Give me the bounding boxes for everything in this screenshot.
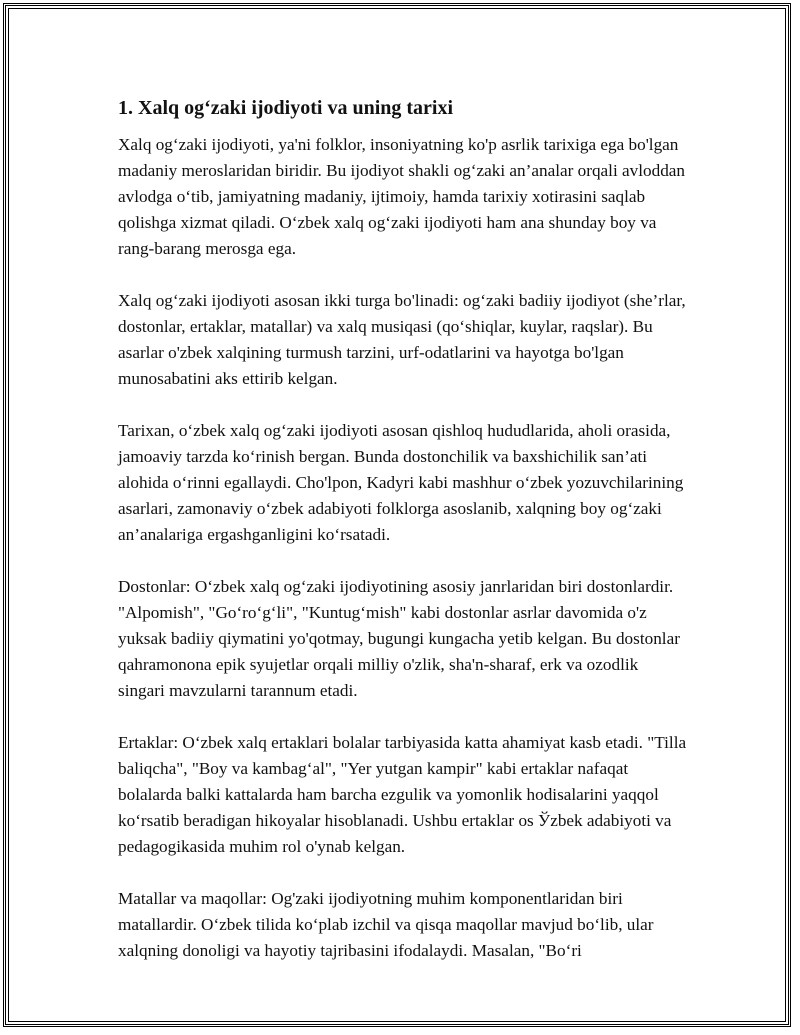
document-title: 1. Xalq og‘zaki ijodiyoti va uning tarixi <box>118 97 454 119</box>
paragraph-proverbs: Matallar va maqollar: Og'zaki ijodiyotning muhim komponentlaridan biri matallardir. O‘zbek tilida ko‘plab izchil va qisqa maqollar mavjud bo‘lib, ular xalqning donoligi va hayotiy tajribasini ifodalaydi. Masalan, "Bo‘ri <box>118 889 654 960</box>
paragraph-tales: Ertaklar: O‘zbek xalq ertaklari bolalar tarbiyasida katta ahamiyat kasb etadi. "Tilla baliqcha", "Boy va kambag‘al", "Yer yutgan kampir" kabi ertaklar nafaqat bolalarda balki kattalarda ham barcha ezgulik va yomonlik hodisalarini yaqqol ko‘rsatib beradigan hikoyalar hisoblanadi. Ushbu ertaklar os Ўzbek adabiyoti va pedagogikasida muhim rol o'ynab kelgan. <box>118 733 687 856</box>
document-body <box>118 96 688 990</box>
paragraph-history: Tarixan, o‘zbek xalq og‘zaki ijodiyoti asosan qishloq hududlarida, aholi orasida, jamoaviy tarzda ko‘rinish bergan. Bunda dostonchilik va baxshichilik san’ati alohida o‘rinni egallaydi. Cho'lpon, Kadyri kabi mashhur o‘zbek yozuvchilarining asarlari, zamonaviy o‘zbek adabiyoti folklorga asoslanib, xalqning boy og‘zaki an’analariga ergashganligini ko‘rsatadi. <box>118 421 684 544</box>
paragraph-types: Xalq og‘zaki ijodiyoti asosan ikki turga bo'linadi: og‘zaki badiiy ijodiyot (she’rlar, dostonlar, ertaklar, matallar) va xalq musiqasi (qo‘shiqlar, kuylar, raqslar). Bu asarlar o'zbek xalqining turmush tarzini, urf-odatlarini va hayotga bo'lgan munosabatini aks ettirib kelgan. <box>118 291 686 388</box>
paragraph-intro: Xalq og‘zaki ijodiyoti, ya'ni folklor, insoniyatning ko'p asrlik tarixiga ega bo'lgan madaniy meroslaridan biridir. Bu ijodiyot shakli og‘zaki an’analar orqali avloddan avlodga o‘tib, jamiyatning madaniy, ijtimoiy, hamda tarixiy xotirasini saqlab qolishga xizmat qiladi. O‘zbek xalq og‘zaki ijodiyoti ham ana shunday boy va rang-barang merosga ega. <box>118 135 686 258</box>
paragraph-dostons: Dostonlar: O‘zbek xalq og‘zaki ijodiyotining asosiy janrlaridan biri dostonlardir. "Alpomish", "Go‘ro‘g‘li", "Kuntug‘mish" kabi dostonlar asrlar davomida o'z yuksak badiiy qiymatini yo'qotmay, bugungi kungacha yetib kelgan. Bu dostonlar qahramonona epik syujetlar orqali milliy o'zlik, sha'n-sharaf, erk va ozodlik singari mavzularni tarannum etadi. <box>118 577 680 700</box>
